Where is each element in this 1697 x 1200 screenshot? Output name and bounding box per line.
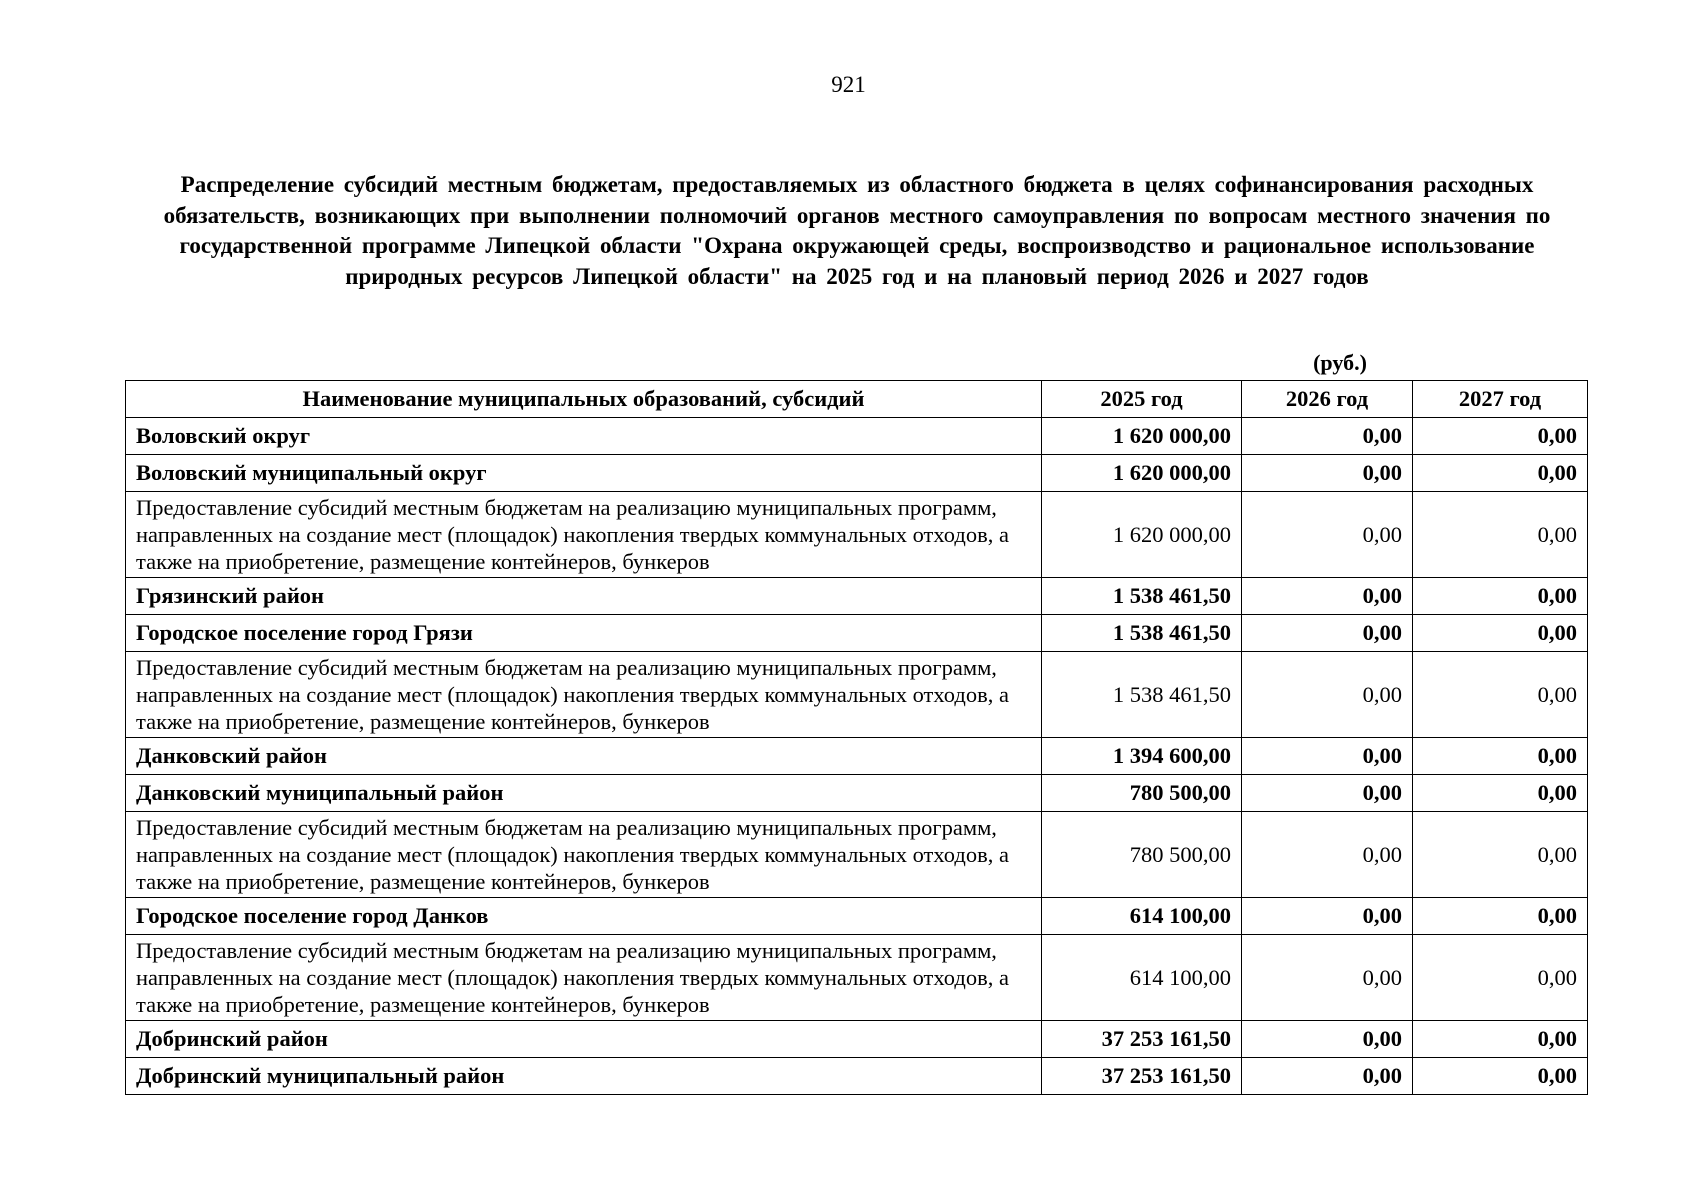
row-name: Грязинский район	[126, 578, 1042, 615]
row-value-2026: 0,00	[1242, 812, 1413, 898]
row-value-2027: 0,00	[1413, 1058, 1588, 1095]
row-value-2025: 1 394 600,00	[1042, 738, 1242, 775]
table-row	[126, 775, 1588, 812]
row-value-2027: 0,00	[1413, 812, 1588, 898]
row-value-2027: 0,00	[1413, 455, 1588, 492]
row-value-2026: 0,00	[1242, 1021, 1413, 1058]
row-value-2027: 0,00	[1413, 418, 1588, 455]
row-name: Данковский район	[126, 738, 1042, 775]
row-value-2025: 1 620 000,00	[1042, 492, 1242, 578]
row-value-2026: 0,00	[1242, 738, 1413, 775]
row-name: Воловский округ	[126, 418, 1042, 455]
column-header-2025: 2025 год	[1042, 381, 1242, 418]
table-row	[126, 492, 1588, 578]
row-value-2025: 37 253 161,50	[1042, 1058, 1242, 1095]
table-row	[126, 418, 1588, 455]
row-value-2027: 0,00	[1413, 492, 1588, 578]
table-row	[126, 652, 1588, 738]
column-header-2027: 2027 год	[1413, 381, 1588, 418]
row-value-2025: 1 538 461,50	[1042, 652, 1242, 738]
table-row	[126, 615, 1588, 652]
table-row	[126, 935, 1588, 1021]
row-name: Городское поселение город Грязи	[126, 615, 1042, 652]
table-header-row	[126, 381, 1588, 418]
row-name: Добринский муниципальный район	[126, 1058, 1042, 1095]
table-row	[126, 578, 1588, 615]
row-value-2026: 0,00	[1242, 1058, 1413, 1095]
row-name: Добринский район	[126, 1021, 1042, 1058]
row-name: Предоставление субсидий местным бюджетам на реализацию муниципальных программ, направленных на создание мест (площадок) накопления твердых коммунальных отходов, а также на приобретение, размещение контейнеров, бункеров	[126, 492, 1042, 578]
row-value-2027: 0,00	[1413, 898, 1588, 935]
row-value-2025: 1 620 000,00	[1042, 455, 1242, 492]
row-value-2025: 1 538 461,50	[1042, 615, 1242, 652]
row-value-2027: 0,00	[1413, 775, 1588, 812]
row-name: Городское поселение город Данков	[126, 898, 1042, 935]
row-value-2027: 0,00	[1413, 615, 1588, 652]
row-value-2027: 0,00	[1413, 1021, 1588, 1058]
row-value-2025: 1 620 000,00	[1042, 418, 1242, 455]
row-value-2027: 0,00	[1413, 652, 1588, 738]
row-value-2025: 1 538 461,50	[1042, 578, 1242, 615]
row-value-2025: 614 100,00	[1042, 898, 1242, 935]
column-header-name: Наименование муниципальных образований, субсидий	[126, 381, 1042, 418]
row-value-2026: 0,00	[1242, 615, 1413, 652]
row-name: Воловский муниципальный округ	[126, 455, 1042, 492]
row-value-2026: 0,00	[1242, 418, 1413, 455]
table-row	[126, 898, 1588, 935]
table-row	[126, 1021, 1588, 1058]
table-row	[126, 812, 1588, 898]
document-title: Распределение субсидий местным бюджетам, предоставляемых из областного бюджета в целях софинансирования расходных обязательств, возникающих при выполнении полномочий органов местного самоуправления по вопросам местного значения по государственной программе Липецкой области "Охрана окружающей среды, воспроизводство и рациональное использование природных ресурсов Липецкой области" на 2025 год и на плановый период 2026 и 2027 годов	[163, 172, 1551, 289]
row-value-2026: 0,00	[1242, 898, 1413, 935]
row-name: Предоставление субсидий местным бюджетам на реализацию муниципальных программ, направленных на создание мест (площадок) накопления твердых коммунальных отходов, а также на приобретение, размещение контейнеров, бункеров	[126, 812, 1042, 898]
row-value-2025: 614 100,00	[1042, 935, 1242, 1021]
table-row	[126, 1058, 1588, 1095]
row-value-2026: 0,00	[1242, 775, 1413, 812]
row-value-2026: 0,00	[1242, 492, 1413, 578]
row-value-2025: 37 253 161,50	[1042, 1021, 1242, 1058]
row-value-2025: 780 500,00	[1042, 775, 1242, 812]
subsidy-distribution-table	[125, 380, 1588, 1095]
row-name: Предоставление субсидий местным бюджетам на реализацию муниципальных программ, направленных на создание мест (площадок) накопления твердых коммунальных отходов, а также на приобретение, размещение контейнеров, бункеров	[126, 935, 1042, 1021]
table-row	[126, 738, 1588, 775]
row-name: Предоставление субсидий местным бюджетам на реализацию муниципальных программ, направленных на создание мест (площадок) накопления твердых коммунальных отходов, а также на приобретение, размещение контейнеров, бункеров	[126, 652, 1042, 738]
column-header-2026: 2026 год	[1242, 381, 1413, 418]
row-name: Данковский муниципальный район	[126, 775, 1042, 812]
row-value-2027: 0,00	[1413, 935, 1588, 1021]
page-number: 921	[831, 72, 866, 97]
row-value-2026: 0,00	[1242, 935, 1413, 1021]
row-value-2026: 0,00	[1242, 578, 1413, 615]
table-row	[126, 455, 1588, 492]
row-value-2026: 0,00	[1242, 652, 1413, 738]
row-value-2026: 0,00	[1242, 455, 1413, 492]
row-value-2027: 0,00	[1413, 578, 1588, 615]
row-value-2025: 780 500,00	[1042, 812, 1242, 898]
currency-unit-note: (руб.)	[1313, 350, 1367, 375]
row-value-2027: 0,00	[1413, 738, 1588, 775]
